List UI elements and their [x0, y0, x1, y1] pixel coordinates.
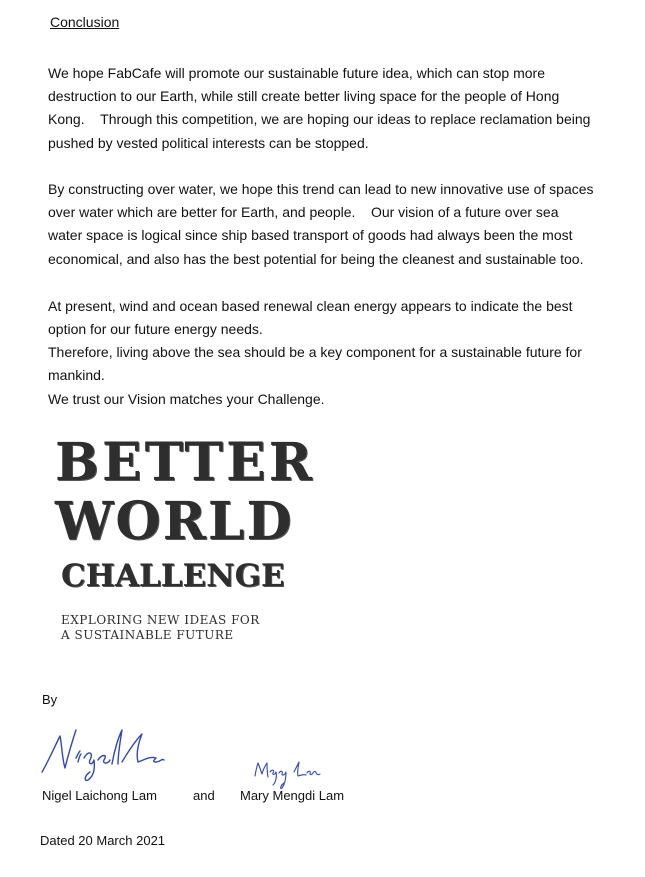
conclusion-heading: Conclusion: [50, 14, 120, 30]
paragraph-fabcafe: We hope FabCafe will promote our sustainable future idea, which can stop more destruction to our Earth, while still create better living space for the people of Hong Kong. Through this competition, we are hoping our ideas to replace reclamation being pushed by vested political interests can be stopped.: [48, 65, 591, 151]
paragraph-renewable-energy: At present, wind and ocean based renewal clean energy appears to indicate the best option for our future energy needs.: [48, 298, 573, 338]
by-label: By: [42, 692, 58, 707]
logo-tagline-line1: EXPLORING NEW IDEAS FOR: [61, 613, 260, 627]
signatory-name-mary: Mary Mengdi Lam: [240, 788, 345, 803]
paragraph-living-above-sea: Therefore, living above the sea should be a key component for a sustainable future for mankind.: [48, 344, 582, 384]
logo-tagline-line2: A SUSTAINABLE FUTURE: [61, 628, 234, 642]
paragraph-constructing-over-water: By constructing over water, we hope this trend can lead to new innovative use of spaces over water which are better for Earth, and people. Our vision of a future over sea water space is logical since ship based transport of goods had always been the most economical, and also has the best potential for being the cleanest and sustainable too.: [48, 181, 594, 267]
logo-line-better: BETTER: [55, 432, 315, 493]
signatory-conjunction: and: [193, 788, 215, 803]
signature-nigel: [38, 724, 168, 784]
logo-line-world: WORLD: [55, 491, 294, 552]
signatory-name-nigel: Nigel Laichong Lam: [42, 788, 157, 803]
signature-mary: [252, 758, 322, 792]
paragraph-vision: We trust our Vision matches your Challenge.: [48, 391, 325, 407]
logo-line-challenge: CHALLENGE: [61, 558, 285, 594]
date-line: Dated 20 March 2021: [40, 833, 166, 848]
